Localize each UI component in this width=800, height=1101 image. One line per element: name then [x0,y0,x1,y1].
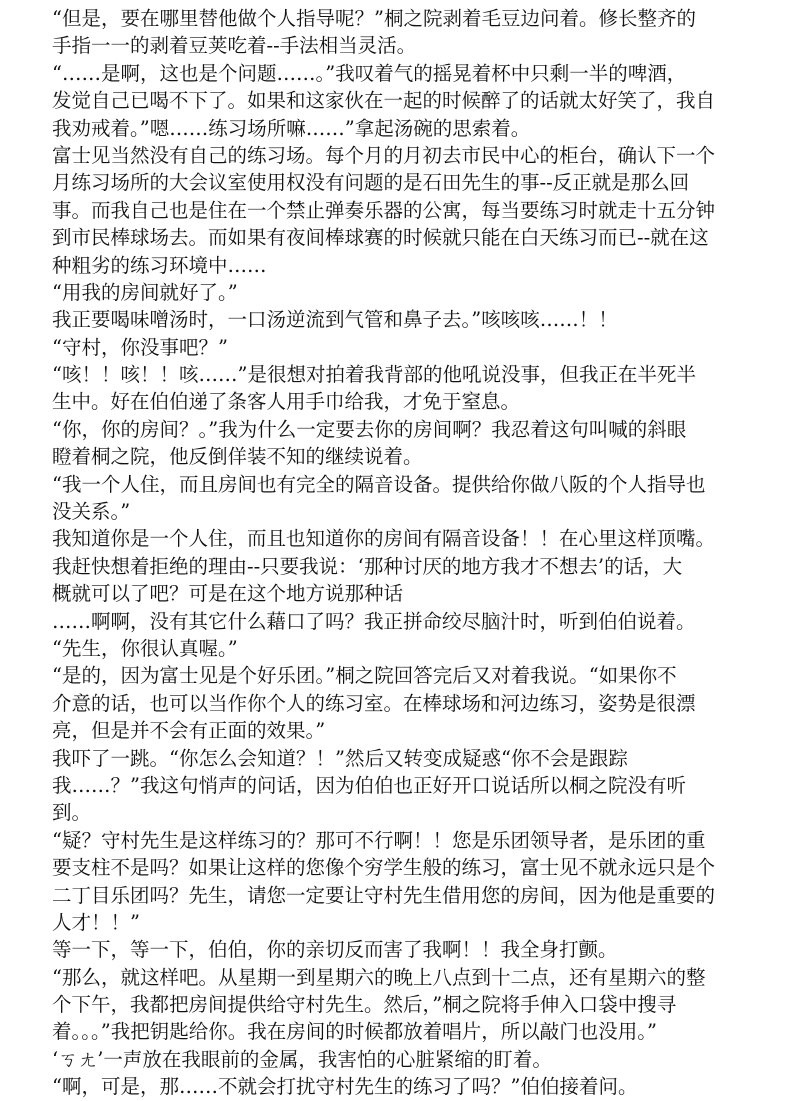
text-line: 概就可以了吧？可是在这个地方说那种话 [52,582,404,606]
text-line: 个下午，我都把房间提供给守村先生。然后，”桐之院将手伸入口袋中搜寻 [52,993,677,1017]
text-line: 生中。好在伯伯递了条客人用手巾给我，才免于窒息。 [52,390,521,414]
text-line: “是的，因为富士见是个好乐团。”桐之院回答完后又对着我说。“如果你不 [52,664,677,688]
text-line: 亮，但是并不会有正面的效果。” [52,719,326,743]
text-line: 没关系。” [52,500,131,524]
text-line: 到。 [52,801,92,825]
text-line: 人才！！” [52,910,140,934]
text-line: 我……？”我这句悄声的问话，因为伯伯也正好开口说话所以桐之院没有听 [52,773,686,797]
text-line: “那么，就这样吧。从星期一到星期六的晚上八点到十二点，还有星期六的整 [52,965,706,989]
text-line: “我一个人住，而且房间也有完全的隔音设备。提供给你做八阪的个人指导也 [52,472,706,496]
text-line: 到市民棒球场去。而如果有夜间棒球赛的时候就只能在白天练习而已--就在这 [52,226,709,250]
text-line: 二丁目乐团吗？先生，请您一定要让守村先生借用您的房间，因为他是重要的 [52,883,716,907]
text-line: 我赶快想着拒绝的理由--只要我说：‘那种讨厌的地方我才不想去’的话，大 [52,554,683,578]
text-line: 富士见当然没有自己的练习场。每个月的月初去市民中心的柜台，确认下一个 [52,143,716,167]
text-line: 要支柱不是吗？如果让这样的您像个穷学生般的练习，富士见不就永远只是个 [52,856,716,880]
text-line: 瞪着桐之院，他反倒佯装不知的继续说着。 [52,445,423,469]
text-line: “但是，要在哪里替他做个人指导呢？”桐之院剥着毛豆边问着。修长整齐的 [52,7,696,30]
text-line: “咳！！咳！！咳……”是很想对拍着我背部的他吼说没事，但我正在半死半 [52,363,696,387]
text-line: 我劝戒着。”嗯……练习场所嘛……”拿起汤碗的思索着。 [52,116,531,140]
text-line: “你，你的房间？。”我为什么一定要去你的房间啊？我忍着这句叫喊的斜眼 [52,417,687,441]
text-line: “先生，你很认真喔。” [52,636,238,660]
text-line: 手指一一的剥着豆荚吃着--手法相当灵活。 [52,34,417,58]
text-line: 等一下，等一下，伯伯，你的亲切反而害了我啊！！我全身打颤。 [52,938,618,962]
text-line: 我知道你是一个人住，而且也知道你的房间有隔音设备！！在心里这样顶嘴。 [52,527,716,551]
text-line: 事。而我自己也是住在一个禁止弹奏乐器的公寓，每当要练习时就走十五分钟 [52,198,716,222]
text-line: “守村，你没事吧？” [52,335,228,359]
text-line: 我吓了一跳。“你怎么会知道？！”然后又转变成疑惑“你不会是跟踪 [52,746,628,770]
text-line: 我正要喝味噌汤时，一口汤逆流到气管和鼻子去。”咳咳咳……！！ [52,308,618,332]
text-line: 着。。。”我把钥匙给你。我在房间的时候都放着唱片，所以敲门也没用。” [52,1020,657,1044]
text-line: “用我的房间就好了。” [52,280,238,304]
text-line: “疑？守村先生是这样练习的？那可不行啊！！您是乐团领导者，是乐团的重 [52,828,706,852]
text-line: 介意的话，也可以当作你个人的练习室。在棒球场和河边练习，姿势是很漂 [52,691,696,715]
text-line: ……啊啊，没有其它什么藉口了吗？我正拼命绞尽脑汁时，听到伯伯说着。 [52,609,696,633]
text-line: 种粗劣的练习环境中…… [52,253,267,277]
text-line: “……是啊，这也是个问题……。”我叹着气的摇晃着杯中只剩一半的啤酒， [52,61,687,85]
text-line: 月练习场所的大会议室使用权没有问题的是石田先生的事--反正就是那么回 [52,171,690,195]
text-line: 发觉自己已喝不下了。如果和这家伙在一起的时候醉了的话就太好笑了，我自 [52,89,716,113]
text-line: ‘ㄎㄤ’一声放在我眼前的金属，我害怕的心脏紧缩的盯着。 [52,1047,552,1071]
text-line: “啊，可是，那……不就会打扰守村先生的练习了吗？”伯伯接着问。 [52,1075,638,1099]
